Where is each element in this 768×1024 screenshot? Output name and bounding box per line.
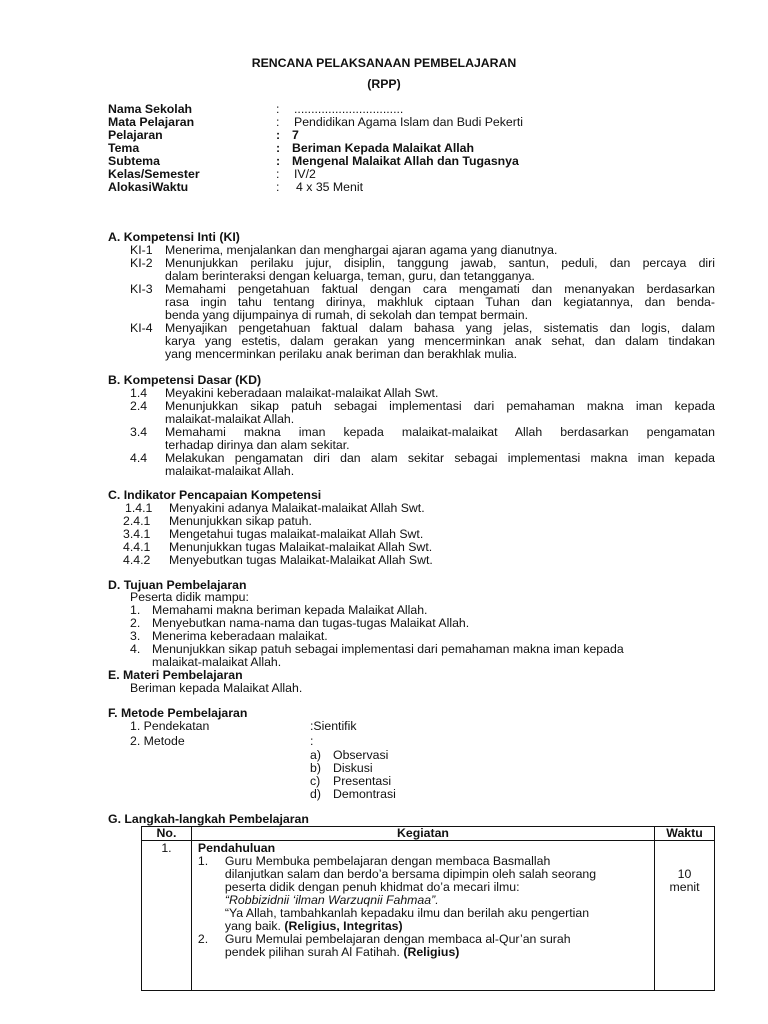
step-line: peserta didik dengan penuh khidmat do’a mecari ilmu: bbox=[224, 880, 520, 894]
ki-text: Menunjukkan perilaku jujur, disiplin, tanggung jawab, santun, peduli, dan percaya diri bbox=[165, 256, 715, 270]
indicator-text: Mengetahui tugas malaikat-malaikat Allah Swt. bbox=[169, 527, 424, 541]
goal-text: Menerima keberadaan malaikat. bbox=[152, 629, 328, 643]
section-g-heading: G. Langkah-langkah Pembelajaran bbox=[108, 812, 309, 826]
identity-sep: : bbox=[276, 180, 280, 194]
kd-text: terhadap dirinya dan alam sekitar. bbox=[165, 438, 350, 452]
ki-text: karya yang estetis, dalam gerakan yang mencerminkan anak sehat, dan dalam tindakan bbox=[165, 334, 715, 348]
goal-text: malaikat-malaikat Allah. bbox=[152, 655, 282, 669]
step-line: dilanjutkan salam dan berdo’a bersama dipimpin oleh salah seorang bbox=[224, 867, 597, 881]
indicator-text: Menyakini adanya Malaikat-malaikat Allah Swt. bbox=[169, 501, 425, 515]
goal-number: 3. bbox=[130, 629, 141, 643]
kd-text: Memahami makna iman kepada malaikat-malaikat Allah berdasarkan pengamatan bbox=[165, 425, 715, 439]
identity-label: Subtema bbox=[108, 154, 160, 168]
section-c-heading: C. Indikator Pencapaian Kompetensi bbox=[108, 488, 322, 502]
step-line: Guru Memulai pembelajaran dengan membaca al-Qur’an surah bbox=[224, 932, 571, 946]
identity-label: AlokasiWaktu bbox=[108, 180, 189, 194]
phase-title: Pendahuluan bbox=[197, 841, 276, 855]
section-e-text: Beriman kepada Malaikat Allah. bbox=[130, 681, 303, 695]
duration-unit: menit bbox=[669, 880, 700, 894]
ki-text: benda yang dijumpainya di rumah, di sekolah dan tempat bermain. bbox=[165, 308, 528, 322]
ki-text: Memahami pengetahuan faktual dengan cara mengamati dan menanyakan berdasarkan bbox=[165, 282, 715, 296]
identity-value: 4 x 35 Menit bbox=[296, 180, 363, 194]
identity-sep: : bbox=[276, 115, 280, 129]
goal-text: Menunjukkan sikap patuh sebagai implementasi dari pemahaman makna iman kepada bbox=[152, 642, 624, 656]
kd-code: 4.4 bbox=[130, 451, 148, 465]
method-text: Presentasi bbox=[333, 774, 392, 788]
identity-label: Pelajaran bbox=[108, 128, 163, 142]
identity-value: ................................ bbox=[294, 102, 404, 116]
method-text: Diskusi bbox=[333, 761, 373, 775]
section-d-heading: D. Tujuan Pembelajaran bbox=[108, 578, 247, 592]
kd-text: malaikat-malaikat Allah. bbox=[165, 464, 295, 478]
ki-code: KI-4 bbox=[130, 321, 153, 335]
indicator-code: 4.4.2 bbox=[123, 553, 151, 567]
activity-step bbox=[198, 855, 648, 933]
learning-steps-table bbox=[141, 826, 715, 991]
step-line: Guru Membuka pembelajaran dengan membaca Basmallah bbox=[224, 854, 551, 868]
ki-text: yang mencerminkan perilaku anak beriman dan berakhlak mulia. bbox=[165, 347, 518, 361]
ki-text: Menyajikan pengetahuan faktual dalam bahasa yang jelas, sistematis dan logis, dalam bbox=[165, 321, 715, 335]
section-b-heading: B. Kompetensi Dasar (KD) bbox=[108, 373, 262, 387]
section-d-intro: Peserta didik mampu: bbox=[130, 590, 249, 604]
ki-text: rasa ingin tahu tentang dirinya, makhluk ciptaan Tuhan dan kegiatannya, dan benda- bbox=[165, 295, 715, 309]
section-f-heading: F. Metode Pembelajaran bbox=[108, 706, 248, 720]
indicator-text: Menyebutkan tugas Malaikat-Malaikat Allah Swt. bbox=[169, 553, 433, 567]
ki-text: dalam berinteraksi dengan keluarga, teman, guru, dan tetangganya. bbox=[165, 269, 535, 283]
table-header-row bbox=[142, 827, 715, 841]
ki-text: Menerima, menjalankan dan menghargai ajaran agama yang dianutnya. bbox=[165, 243, 558, 257]
indicator-code: 3.4.1 bbox=[123, 527, 151, 541]
ki-code: KI-3 bbox=[130, 282, 153, 296]
indicator-code: 2.4.1 bbox=[123, 514, 151, 528]
identity-label: Nama Sekolah bbox=[108, 102, 193, 116]
goal-number: 2. bbox=[130, 616, 141, 630]
step-line: pendek pilihan surah Al Fatihah. bbox=[224, 945, 400, 959]
kd-code: 1.4 bbox=[130, 386, 148, 400]
document-subtitle: (RPP) bbox=[367, 77, 401, 91]
method-letter: b) bbox=[310, 761, 321, 775]
row-duration bbox=[655, 841, 715, 991]
identity-sep: : bbox=[276, 128, 281, 142]
activity-step bbox=[198, 933, 648, 959]
identity-value: 7 bbox=[292, 128, 299, 142]
approach-value: :Sientifik bbox=[310, 719, 357, 733]
identity-value: Pendidikan Agama Islam dan Budi Pekerti bbox=[294, 115, 523, 129]
duration-value: 10 bbox=[677, 867, 692, 881]
row-activities bbox=[191, 841, 654, 991]
approach-label: 1. Pendekatan bbox=[130, 719, 210, 733]
row-number: 1. bbox=[142, 841, 192, 991]
prayer-text: “Robbizidnii ‘ilman Warzuqnii Fahmaa”. bbox=[224, 893, 439, 907]
column-waktu: Waktu bbox=[655, 827, 715, 841]
step-line: “Ya Allah, tambahkanlah kepadaku ilmu dan berilah aku pengertian bbox=[224, 906, 590, 920]
identity-sep: : bbox=[276, 102, 280, 116]
ki-code: KI-1 bbox=[130, 243, 153, 257]
goal-text: Menyebutkan nama-nama dan tugas-tugas Malaikat Allah. bbox=[152, 616, 470, 630]
kd-code: 2.4 bbox=[130, 399, 148, 413]
method-text: Demontrasi bbox=[333, 787, 396, 801]
indicator-code: 1.4.1 bbox=[125, 501, 153, 515]
method-letter: c) bbox=[310, 774, 321, 788]
kd-text: Meyakini keberadaan malaikat-malaikat Allah Swt. bbox=[165, 386, 439, 400]
method-letter: a) bbox=[310, 748, 321, 762]
indicator-text: Menunjukkan tugas Malaikat-malaikat Allah Swt. bbox=[169, 540, 433, 554]
indicator-code: 4.4.1 bbox=[123, 540, 151, 554]
identity-label: Mata Pelajaran bbox=[108, 115, 195, 129]
identity-value: IV/2 bbox=[294, 167, 316, 181]
step-number: 2. bbox=[197, 932, 209, 946]
step-line: yang baik. bbox=[224, 919, 281, 933]
method-text: Observasi bbox=[333, 748, 389, 762]
document-title: RENCANA PELAKSANAAN PEMBELAJARAN bbox=[251, 56, 517, 70]
column-no: No. bbox=[142, 827, 192, 841]
kd-code: 3.4 bbox=[130, 425, 148, 439]
section-e-heading: E. Materi Pembelajaran bbox=[108, 668, 243, 682]
identity-sep: : bbox=[276, 154, 281, 168]
column-kegiatan: Kegiatan bbox=[191, 827, 654, 841]
goal-number: 1. bbox=[130, 603, 141, 617]
character-tag: (Religius) bbox=[403, 945, 460, 959]
identity-label: Tema bbox=[108, 141, 140, 155]
kd-text: Melakukan pengamatan diri dan alam sekitar sebagai implementasi makna iman kepada bbox=[165, 451, 715, 465]
goal-text: Memahami makna beriman kepada Malaikat Allah. bbox=[152, 603, 428, 617]
character-tag: (Religius, Integritas) bbox=[284, 919, 403, 933]
kd-text: Menunjukkan sikap patuh sebagai implementasi dari pemahaman makna iman kepada bbox=[165, 399, 715, 413]
identity-value: Beriman Kepada Malaikat Allah bbox=[292, 141, 475, 155]
method-letter: d) bbox=[310, 787, 321, 801]
identity-label: Kelas/Semester bbox=[108, 167, 200, 181]
section-a-heading: A. Kompetensi Inti (KI) bbox=[108, 230, 240, 244]
goal-number: 4. bbox=[130, 642, 141, 656]
ki-code: KI-2 bbox=[130, 256, 153, 270]
method-label: 2. Metode bbox=[130, 734, 185, 748]
identity-sep: : bbox=[276, 167, 280, 181]
method-sep: : bbox=[310, 734, 314, 748]
identity-value: Mengenal Malaikat Allah dan Tugasnya bbox=[292, 154, 519, 168]
indicator-text: Menunjukkan sikap patuh. bbox=[169, 514, 312, 528]
identity-sep: : bbox=[276, 141, 281, 155]
kd-text: malaikat-malaikat Allah. bbox=[165, 412, 295, 426]
table-row bbox=[142, 841, 715, 991]
step-number: 1. bbox=[197, 854, 209, 868]
